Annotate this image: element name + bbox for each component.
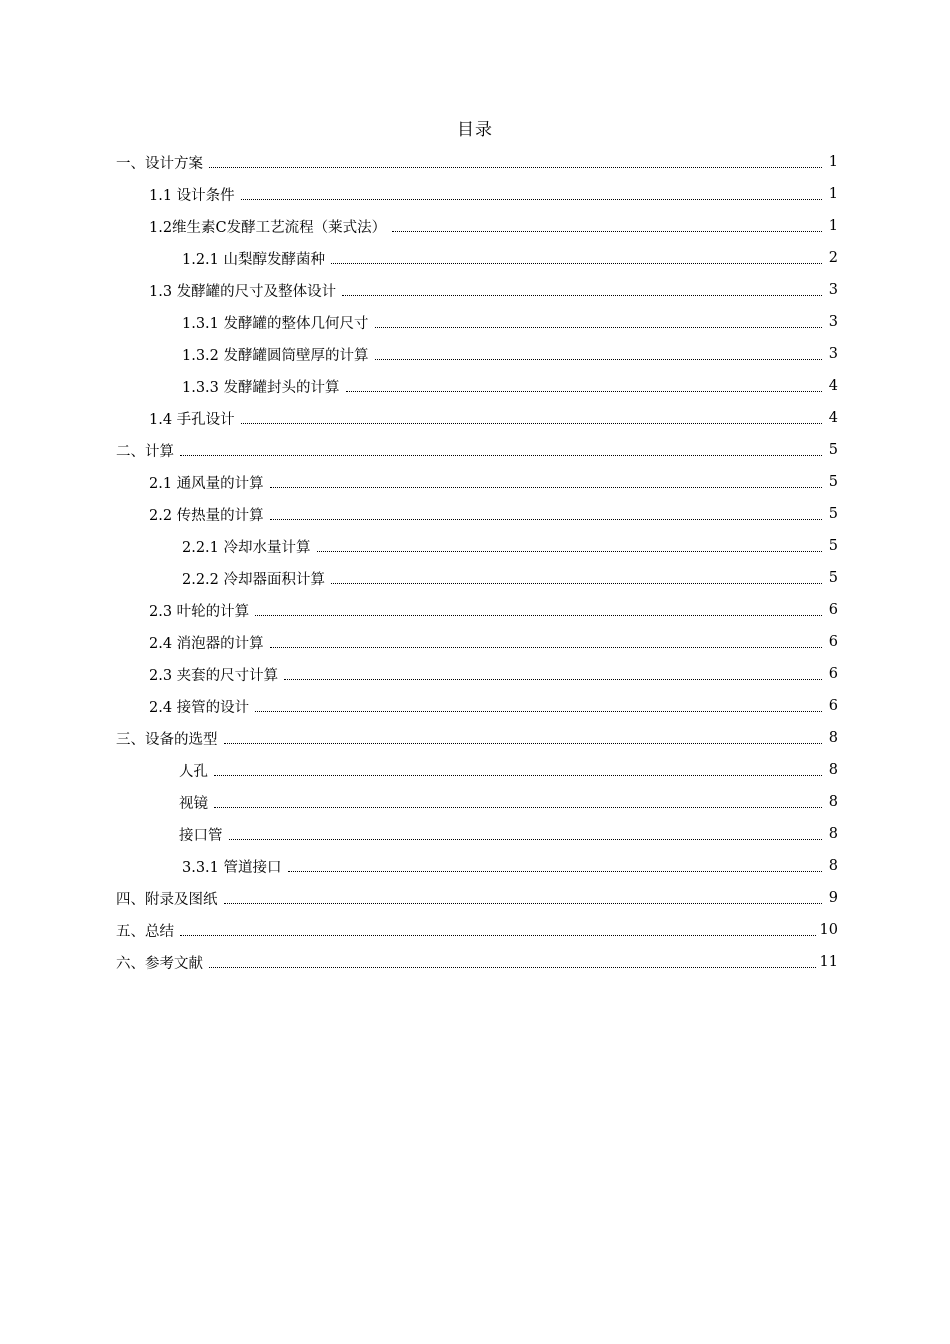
toc-entry-label: 3.3.1 管道接口 — [182, 859, 282, 876]
toc-entry-page-number: 9 — [828, 890, 838, 906]
toc-entry-label: 1.3.2 发酵罐圆筒壁厚的计算 — [182, 347, 369, 364]
toc-entry-label: 2.1 通风量的计算 — [149, 475, 264, 492]
toc-entry[interactable] — [116, 466, 838, 498]
toc-entry[interactable] — [116, 530, 838, 562]
toc-entry-page-number: 8 — [828, 730, 838, 746]
toc-entry-page-number: 5 — [828, 570, 838, 586]
toc-entry[interactable] — [116, 562, 838, 594]
toc-entry-label: 1.2维生素C发酵工艺流程（莱式法） — [149, 219, 387, 236]
toc-dot-leader — [288, 870, 822, 872]
toc-entry-page-number: 3 — [828, 314, 838, 330]
toc-entry[interactable] — [116, 690, 838, 722]
toc-title: 目录 — [457, 120, 493, 140]
toc-entry-label: 2.4 消泡器的计算 — [149, 635, 264, 652]
toc-entry[interactable] — [116, 754, 838, 786]
toc-entry[interactable] — [116, 786, 838, 818]
toc-entry[interactable] — [116, 434, 838, 466]
toc-entry[interactable] — [116, 306, 838, 338]
toc-entry-page-number: 8 — [828, 826, 838, 842]
toc-entry-label: 一、设计方案 — [116, 155, 203, 172]
toc-dot-leader — [224, 742, 823, 744]
toc-dot-leader — [331, 262, 822, 264]
toc-entry-label: 人孔 — [179, 763, 208, 780]
toc-entry-label: 五、总结 — [116, 923, 174, 940]
toc-entry[interactable] — [116, 594, 838, 626]
toc-list — [116, 146, 838, 978]
toc-dot-leader — [331, 582, 822, 584]
toc-entry-label: 1.2.1 山梨醇发酵菌种 — [182, 251, 326, 268]
toc-entry-label: 2.4 接管的设计 — [149, 699, 250, 716]
toc-entry[interactable] — [116, 210, 838, 242]
toc-entry-label: 1.3.3 发酵罐封头的计算 — [182, 379, 340, 396]
toc-dot-leader — [255, 710, 822, 712]
toc-entry-label: 2.2 传热量的计算 — [149, 507, 264, 524]
toc-entry[interactable] — [116, 178, 838, 210]
toc-entry-page-number: 2 — [828, 250, 838, 266]
toc-entry-label: 四、附录及图纸 — [116, 891, 218, 908]
toc-dot-leader — [209, 166, 822, 168]
toc-entry[interactable] — [116, 882, 838, 914]
toc-entry-page-number: 1 — [828, 154, 838, 170]
toc-dot-leader — [317, 550, 822, 552]
toc-entry[interactable] — [116, 402, 838, 434]
toc-dot-leader — [375, 358, 822, 360]
toc-dot-leader — [224, 902, 823, 904]
toc-entry-label: 1.1 设计条件 — [149, 187, 235, 204]
toc-dot-leader — [392, 230, 822, 232]
toc-entry-page-number: 6 — [828, 698, 838, 714]
toc-entry-label: 1.3 发酵罐的尺寸及整体设计 — [149, 283, 337, 300]
toc-dot-leader — [241, 422, 822, 424]
toc-entry-page-number: 5 — [828, 538, 838, 554]
toc-entry-page-number: 4 — [828, 410, 838, 426]
toc-entry-page-number: 5 — [828, 506, 838, 522]
toc-entry[interactable] — [116, 242, 838, 274]
toc-entry-page-number: 11 — [819, 954, 838, 970]
toc-entry-label: 六、参考文献 — [116, 955, 203, 972]
toc-entry[interactable] — [116, 338, 838, 370]
toc-entry-page-number: 10 — [819, 922, 838, 938]
toc-entry[interactable] — [116, 498, 838, 530]
toc-entry[interactable] — [116, 946, 838, 978]
toc-entry-page-number: 6 — [828, 666, 838, 682]
toc-entry-page-number: 3 — [828, 282, 838, 298]
toc-dot-leader — [284, 678, 822, 680]
toc-dot-leader — [180, 454, 822, 456]
toc-entry[interactable] — [116, 658, 838, 690]
toc-dot-leader — [375, 326, 822, 328]
toc-entry-label: 1.3.1 发酵罐的整体几何尺寸 — [182, 315, 369, 332]
toc-dot-leader — [180, 934, 816, 936]
toc-dot-leader — [342, 294, 822, 296]
toc-entry-page-number: 8 — [828, 762, 838, 778]
toc-dot-leader — [270, 646, 822, 648]
toc-entry-label: 三、设备的选型 — [116, 731, 218, 748]
toc-entry-page-number: 6 — [828, 602, 838, 618]
toc-dot-leader — [229, 838, 823, 840]
toc-entry-label: 二、计算 — [116, 443, 174, 460]
toc-entry[interactable] — [116, 274, 838, 306]
toc-dot-leader — [214, 774, 822, 776]
toc-entry-page-number: 1 — [828, 186, 838, 202]
toc-dot-leader — [241, 198, 822, 200]
toc-entry[interactable] — [116, 850, 838, 882]
toc-entry[interactable] — [116, 626, 838, 658]
toc-entry-page-number: 3 — [828, 346, 838, 362]
toc-entry-label: 2.3 叶轮的计算 — [149, 603, 250, 620]
toc-entry-page-number: 1 — [828, 218, 838, 234]
toc-entry-label: 2.2.1 冷却水量计算 — [182, 539, 311, 556]
toc-entry-label: 1.4 手孔设计 — [149, 411, 235, 428]
toc-dot-leader — [270, 486, 822, 488]
toc-dot-leader — [270, 518, 822, 520]
toc-dot-leader — [209, 966, 816, 968]
toc-entry[interactable] — [116, 146, 838, 178]
toc-entry-label: 2.2.2 冷却器面积计算 — [182, 571, 326, 588]
toc-entry-page-number: 4 — [828, 378, 838, 394]
toc-entry-label: 视镜 — [179, 795, 208, 812]
toc-entry[interactable] — [116, 818, 838, 850]
toc-dot-leader — [214, 806, 822, 808]
toc-entry-page-number: 8 — [828, 794, 838, 810]
toc-entry-page-number: 8 — [828, 858, 838, 874]
toc-entry-page-number: 6 — [828, 634, 838, 650]
toc-entry[interactable] — [116, 370, 838, 402]
toc-entry-label: 2.3 夹套的尺寸计算 — [149, 667, 279, 684]
toc-dot-leader — [255, 614, 822, 616]
toc-entry-page-number: 5 — [828, 442, 838, 458]
toc-entry-label: 接口管 — [179, 827, 223, 844]
toc-entry[interactable] — [116, 722, 838, 754]
toc-entry[interactable] — [116, 914, 838, 946]
toc-dot-leader — [346, 390, 822, 392]
toc-entry-page-number: 5 — [828, 474, 838, 490]
